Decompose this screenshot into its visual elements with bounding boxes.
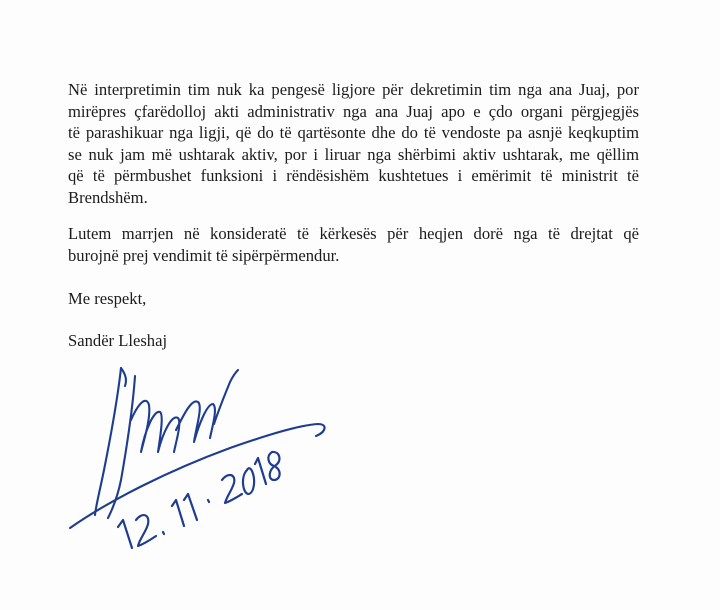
paragraph-line: Brendshëm. xyxy=(68,187,148,207)
signer-name: Sandër Lleshaj xyxy=(68,331,168,350)
signature-stroke xyxy=(121,368,126,386)
signature-stroke xyxy=(131,401,179,452)
paragraph-line: se nuk jam më ushtarak aktiv, por i liruar nga shërbimi aktiv ushtarak, me qëllim xyxy=(68,144,639,164)
paragraph-line: të parashikuar nga ligji, që do të qartësonte dhe do të vendoste pa asnjë keqkuptim xyxy=(68,123,639,143)
signature-stroke xyxy=(214,370,238,424)
paragraph-line: Në interpretimin tim nuk ka pengesë ligjore për dekretimin tim nga ana Juaj, por xyxy=(68,80,639,99)
signature-stroke xyxy=(176,401,215,442)
paragraph-line: mirëpres çfarëdolloj akti administrativ nga ana Juaj apo e çdo organi përgjegjës xyxy=(68,101,639,121)
handwritten-date xyxy=(118,452,280,548)
paragraph-line: Lutem marrjen në konsideratë të kërkesës për heqjen dorë nga të drejtat që xyxy=(68,224,639,243)
closing-salutation: Me respekt, xyxy=(68,289,147,308)
signature-stroke xyxy=(70,424,325,528)
paragraph-line: burojnë prej vendimit të sipërpërmendur. xyxy=(68,245,340,265)
paragraph-line: që të përmbushet funksioni i rëndësishëm kushtetues i emërimit të ministrit të xyxy=(68,166,639,186)
